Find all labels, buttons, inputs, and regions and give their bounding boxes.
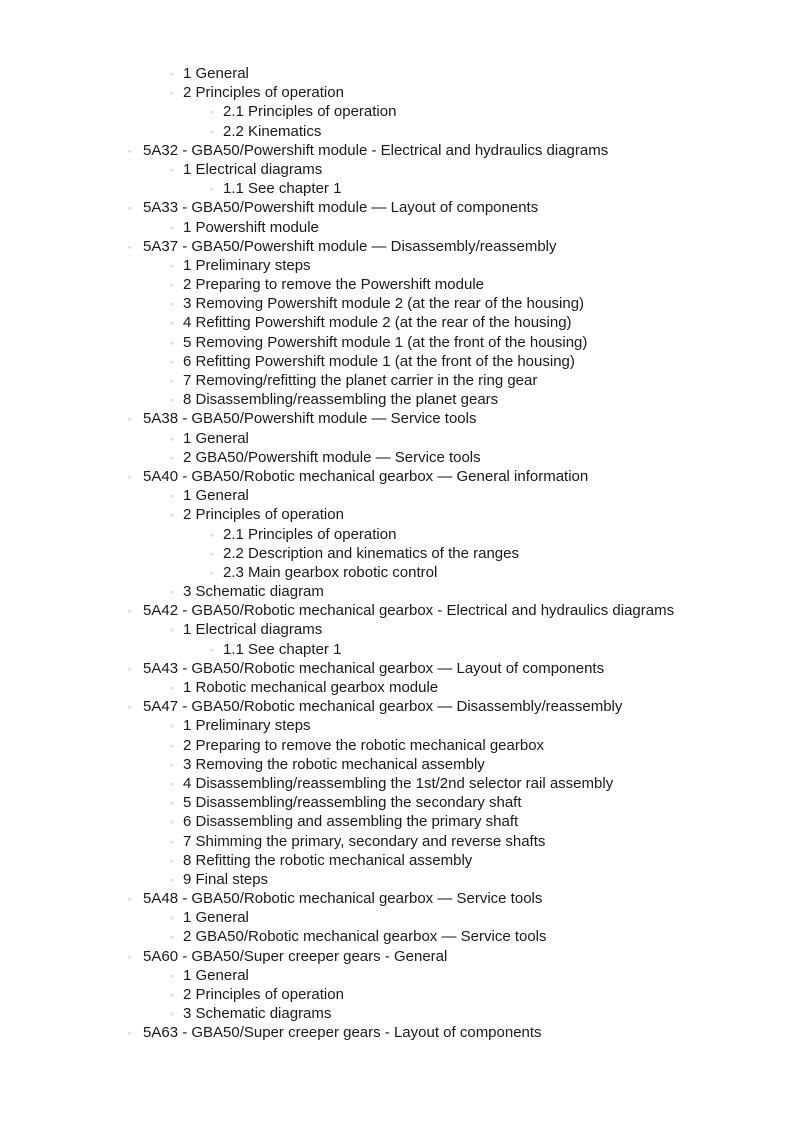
toc-chapter-entry[interactable]: [0, 448, 794, 467]
hollow-bullet-icon: ◦: [170, 164, 174, 175]
hollow-bullet-icon: ◦: [170, 69, 174, 79]
toc-entry-label: 2 Principles of operation: [183, 84, 344, 102]
hollow-bullet-icon: ◦: [170, 222, 174, 233]
hollow-bullet-icon: ◦: [170, 836, 174, 847]
toc-entry-label: 2 Principles of operation: [183, 986, 344, 1003]
toc-chapter-entry[interactable]: [0, 774, 794, 793]
toc-entry-label: 5A37 - GBA50/Powershift module — Disassembly/reassembly: [143, 237, 557, 255]
hollow-bullet-icon: ◦: [170, 932, 174, 943]
hollow-bullet-icon: ◦: [210, 184, 214, 195]
toc-entry-label: 1 General: [183, 909, 249, 927]
hollow-bullet-icon: ◦: [128, 894, 132, 905]
toc-chapter-entry[interactable]: [0, 716, 794, 735]
hollow-bullet-icon: ◦: [128, 241, 132, 252]
hollow-bullet-icon: ◦: [210, 548, 214, 559]
hollow-bullet-icon: ◦: [170, 260, 174, 271]
hollow-bullet-icon: ◦: [170, 855, 174, 866]
toc-entry-label: 7 Removing/refitting the planet carrier in the ring gear: [183, 372, 538, 389]
table-of-contents: [0, 64, 794, 1043]
toc-entry-label: 2 Principles of operation: [183, 506, 344, 524]
hollow-bullet-icon: ◦: [128, 663, 132, 674]
hollow-bullet-icon: ◦: [210, 529, 214, 540]
toc-entry-label: 7 Shimming the primary, secondary and reverse shafts: [183, 832, 546, 850]
hollow-bullet-icon: ◦: [170, 778, 174, 789]
toc-entry-label: 1 Electrical diagrams: [183, 160, 323, 178]
toc-section-entry[interactable]: [0, 409, 794, 428]
toc-entry-label: 2 Preparing to remove the Powershift module: [183, 276, 484, 294]
hollow-bullet-icon: ◦: [170, 740, 174, 751]
toc-entry-label: 5A33 - GBA50/Powershift module — Layout of components: [143, 199, 539, 217]
toc-entry-label: 2 GBA50/Robotic mechanical gearbox — Service tools: [183, 928, 547, 946]
toc-entry-label: 1 Preliminary steps: [183, 717, 311, 735]
hollow-bullet-icon: ◦: [170, 88, 174, 99]
toc-entry-label: 2.2 Kinematics: [223, 122, 322, 140]
toc-entry-label: 2.1 Principles of operation: [223, 525, 397, 543]
toc-entry-label: 3 Removing Powershift module 2 (at the rear of the housing): [183, 295, 585, 313]
toc-chapter-entry[interactable]: [0, 755, 794, 774]
toc-entry-label: 5A47 - GBA50/Robotic mechanical gearbox — Disassembly/reassembly: [143, 698, 623, 716]
toc-chapter-entry[interactable]: [0, 333, 794, 352]
toc-entry-label: 3 Schematic diagrams: [183, 1005, 332, 1023]
toc-chapter-entry[interactable]: [0, 736, 794, 755]
toc-entry-label: 8 Disassembling/reassembling the planet gears: [183, 391, 499, 409]
toc-section-entry[interactable]: [0, 601, 794, 620]
hollow-bullet-icon: ◦: [170, 337, 174, 348]
toc-entry-label: 1 Preliminary steps: [183, 256, 311, 274]
toc-section-entry[interactable]: [0, 697, 794, 716]
hollow-bullet-icon: ◦: [170, 280, 174, 291]
hollow-bullet-icon: ◦: [170, 299, 174, 310]
hollow-bullet-icon: ◦: [128, 951, 132, 962]
toc-entry-label: 2.2 Description and kinematics of the ranges: [223, 544, 519, 562]
toc-chapter-entry[interactable]: [0, 620, 794, 639]
toc-entry-label: 9 Final steps: [183, 870, 269, 888]
toc-section-entry[interactable]: [0, 198, 794, 217]
toc-chapter-entry[interactable]: [0, 218, 794, 237]
toc-chapter-entry[interactable]: [0, 352, 794, 371]
toc-chapter-entry[interactable]: [0, 371, 794, 390]
toc-chapter-entry[interactable]: [0, 83, 794, 102]
hollow-bullet-icon: ◦: [170, 683, 174, 693]
toc-chapter-entry[interactable]: [0, 678, 794, 697]
toc-entry-label: 5A40 - GBA50/Robotic mechanical gearbox — General information: [143, 467, 589, 485]
toc-chapter-entry[interactable]: [0, 294, 794, 313]
hollow-bullet-icon: ◦: [170, 817, 174, 828]
toc-chapter-entry[interactable]: [0, 390, 794, 409]
hollow-bullet-icon: ◦: [128, 145, 132, 156]
hollow-bullet-icon: ◦: [170, 874, 174, 885]
toc-chapter-entry[interactable]: [0, 429, 794, 448]
toc-entry-label: 5 Removing Powershift module 1 (at the front of the housing): [183, 333, 588, 351]
toc-entry-label: 2 GBA50/Powershift module — Service tools: [183, 448, 481, 466]
toc-subchapter-entry[interactable]: [0, 102, 794, 121]
hollow-bullet-icon: ◦: [128, 414, 132, 425]
hollow-bullet-icon: ◦: [128, 702, 132, 713]
hollow-bullet-icon: ◦: [170, 759, 174, 770]
toc-chapter-entry[interactable]: [0, 486, 794, 505]
toc-chapter-entry[interactable]: [0, 908, 794, 927]
hollow-bullet-icon: ◦: [170, 970, 174, 981]
toc-chapter-entry[interactable]: [0, 927, 794, 946]
hollow-bullet-icon: ◦: [170, 625, 174, 636]
toc-subchapter-entry[interactable]: [0, 640, 794, 659]
hollow-bullet-icon: ◦: [128, 471, 132, 482]
toc-chapter-entry[interactable]: [0, 966, 794, 985]
hollow-bullet-icon: ◦: [128, 606, 132, 617]
toc-entry-label: 1.1 See chapter 1: [223, 180, 342, 198]
hollow-bullet-icon: ◦: [170, 452, 174, 463]
toc-chapter-entry[interactable]: [0, 793, 794, 812]
toc-section-entry[interactable]: [0, 237, 794, 256]
hollow-bullet-icon: ◦: [210, 126, 214, 137]
toc-section-entry[interactable]: [0, 889, 794, 908]
toc-section-entry[interactable]: [0, 659, 794, 678]
toc-entry-label: 5A42 - GBA50/Robotic mechanical gearbox - Electrical and hydraulics diagrams: [143, 602, 675, 620]
hollow-bullet-icon: ◦: [170, 318, 174, 329]
hollow-bullet-icon: ◦: [170, 433, 174, 444]
toc-entry-label: 5 Disassembling/reassembling the secondary shaft: [183, 794, 522, 812]
toc-section-entry[interactable]: [0, 947, 794, 966]
hollow-bullet-icon: ◦: [170, 395, 174, 406]
hollow-bullet-icon: ◦: [210, 644, 214, 655]
toc-entry-label: 3 Removing the robotic mechanical assembly: [183, 755, 485, 773]
toc-entry-label: 1 Robotic mechanical gearbox module: [183, 679, 439, 696]
toc-chapter-entry[interactable]: [0, 985, 794, 1004]
hollow-bullet-icon: ◦: [170, 798, 174, 809]
toc-entry-label: 5A32 - GBA50/Powershift module - Electrical and hydraulics diagrams: [143, 141, 609, 159]
toc-section-entry[interactable]: [0, 467, 794, 486]
toc-entry-label: 1 General: [183, 966, 249, 984]
hollow-bullet-icon: ◦: [170, 587, 174, 598]
hollow-bullet-icon: ◦: [170, 376, 174, 386]
toc-entry-label: 6 Disassembling and assembling the primary shaft: [183, 813, 519, 831]
toc-chapter-entry[interactable]: [0, 64, 794, 83]
toc-entry-label: 5A38 - GBA50/Powershift module — Service tools: [143, 410, 477, 428]
toc-chapter-entry[interactable]: [0, 870, 794, 889]
toc-entry-label: 2.3 Main gearbox robotic control: [223, 563, 438, 581]
toc-chapter-entry[interactable]: [0, 505, 794, 524]
toc-chapter-entry[interactable]: [0, 812, 794, 831]
toc-entry-label: 1 Powershift module: [183, 218, 319, 236]
toc-chapter-entry[interactable]: [0, 160, 794, 179]
hollow-bullet-icon: ◦: [128, 203, 132, 214]
toc-entry-label: 4 Refitting Powershift module 2 (at the rear of the housing): [183, 314, 572, 332]
toc-subchapter-entry[interactable]: [0, 122, 794, 141]
toc-entry-label: 5A43 - GBA50/Robotic mechanical gearbox — Layout of components: [143, 659, 605, 677]
toc-entry-label: 2.1 Principles of operation: [223, 103, 397, 121]
toc-chapter-entry[interactable]: [0, 275, 794, 294]
toc-chapter-entry[interactable]: [0, 582, 794, 601]
hollow-bullet-icon: ◦: [210, 107, 214, 118]
hollow-bullet-icon: ◦: [170, 913, 174, 924]
toc-entry-label: 1 General: [183, 65, 249, 82]
toc-entry-label: 6 Refitting Powershift module 1 (at the front of the housing): [183, 352, 575, 370]
toc-entry-label: 5A48 - GBA50/Robotic mechanical gearbox — Service tools: [143, 890, 543, 908]
toc-chapter-entry[interactable]: [0, 256, 794, 275]
toc-entry-label: 1.1 See chapter 1: [223, 640, 342, 658]
toc-entry-label: 1 Electrical diagrams: [183, 621, 323, 639]
hollow-bullet-icon: ◦: [210, 567, 214, 578]
hollow-bullet-icon: ◦: [170, 990, 174, 1000]
toc-chapter-entry[interactable]: [0, 832, 794, 851]
hollow-bullet-icon: ◦: [170, 1009, 174, 1020]
toc-chapter-entry[interactable]: [0, 1004, 794, 1023]
toc-subchapter-entry[interactable]: [0, 179, 794, 198]
hollow-bullet-icon: ◦: [170, 721, 174, 732]
toc-entry-label: 4 Disassembling/reassembling the 1st/2nd selector rail assembly: [183, 774, 614, 792]
toc-subchapter-entry[interactable]: [0, 525, 794, 544]
toc-section-entry[interactable]: [0, 141, 794, 160]
toc-subchapter-entry[interactable]: [0, 544, 794, 563]
toc-entry-label: 8 Refitting the robotic mechanical assembly: [183, 851, 473, 869]
toc-chapter-entry[interactable]: [0, 313, 794, 332]
toc-entry-label: 5A63 - GBA50/Super creeper gears - Layout of components: [143, 1024, 542, 1042]
hollow-bullet-icon: ◦: [170, 510, 174, 521]
toc-entry-label: 1 General: [183, 487, 249, 505]
toc-entry-label: 1 General: [183, 429, 249, 447]
toc-entry-label: 5A60 - GBA50/Super creeper gears - General: [143, 947, 448, 965]
toc-chapter-entry[interactable]: [0, 851, 794, 870]
toc-subchapter-entry[interactable]: [0, 563, 794, 582]
hollow-bullet-icon: ◦: [170, 356, 174, 367]
toc-entry-label: 3 Schematic diagram: [183, 583, 324, 601]
toc-section-entry[interactable]: [0, 1023, 794, 1042]
hollow-bullet-icon: ◦: [170, 491, 174, 502]
toc-entry-label: 2 Preparing to remove the robotic mechanical gearbox: [183, 736, 545, 754]
hollow-bullet-icon: ◦: [128, 1028, 132, 1039]
